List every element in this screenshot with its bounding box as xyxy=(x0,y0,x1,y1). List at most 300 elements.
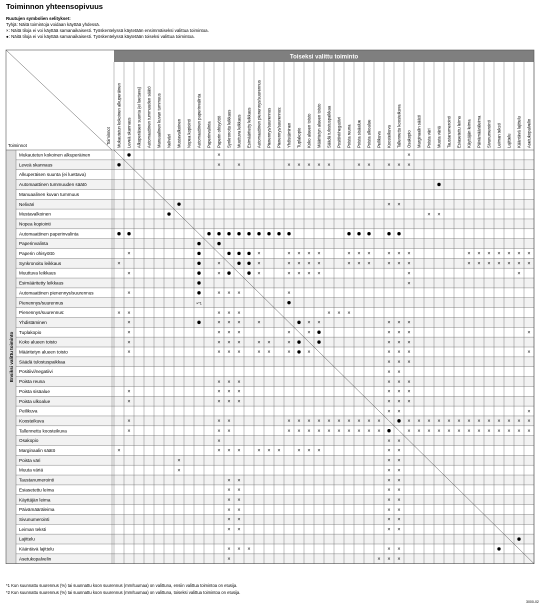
cell-dot xyxy=(497,547,500,550)
cell-mark: × xyxy=(287,270,291,277)
cell-dot xyxy=(287,232,290,235)
row-label: Leveä skannaus xyxy=(19,162,53,168)
row-label: Määritetyn alueen toisto xyxy=(19,349,68,355)
cell-mark: × xyxy=(527,330,531,337)
row-label: Synkronoitu leikkaus xyxy=(19,260,62,266)
cell-dot xyxy=(177,202,180,205)
cell-mark: × xyxy=(407,398,411,405)
cell-mark: × xyxy=(337,418,341,425)
cell-mark: × xyxy=(307,330,311,337)
cell-dot xyxy=(317,340,320,343)
row-label: Taustanumerointi xyxy=(19,477,54,483)
cell-mark: × xyxy=(287,339,291,346)
cell-mark: × xyxy=(337,310,341,317)
cell-mark: × xyxy=(397,339,401,346)
cell-mark: × xyxy=(397,487,401,494)
footnotes xyxy=(6,583,240,596)
cell-mark: × xyxy=(407,270,411,277)
cell-mark: × xyxy=(217,290,221,297)
row-shade xyxy=(16,298,534,308)
cell-mark: × xyxy=(357,418,361,425)
cell-mark: × xyxy=(397,162,401,169)
cell-mark: × xyxy=(317,251,321,258)
cell-mark: × xyxy=(447,418,451,425)
row-label: Paperin ohisyöttö xyxy=(19,251,55,257)
column-header: Mustavalkoinen xyxy=(176,118,182,148)
cell-mark: × xyxy=(307,320,311,327)
cell-mark: × xyxy=(297,270,301,277)
cell-mark: × xyxy=(387,408,391,415)
column-header: Määritetyn alueen toisto xyxy=(316,103,322,148)
cell-mark: × xyxy=(257,320,261,327)
column-header: Automaattinen paperinvalinta xyxy=(196,93,202,148)
cell-mark: × xyxy=(317,320,321,327)
row-label: Peilikuva xyxy=(19,408,38,414)
column-header: Koosteikuva xyxy=(386,125,392,148)
cell-mark: × xyxy=(347,418,351,425)
cell-mark: × xyxy=(527,349,531,356)
cell-mark: × xyxy=(497,428,501,435)
cell-mark: × xyxy=(217,448,221,455)
cell-mark: × xyxy=(287,349,291,356)
column-header: Leiman teksti xyxy=(496,123,502,148)
cell-dot xyxy=(247,252,250,255)
cell-mark: × xyxy=(447,428,451,435)
cell-dot xyxy=(387,429,390,432)
cell-dot xyxy=(227,271,230,274)
cell-mark: × xyxy=(227,379,231,386)
cell-mark: × xyxy=(517,261,521,268)
cell-mark: × xyxy=(257,270,261,277)
cell-mark: × xyxy=(127,339,131,346)
row-shade xyxy=(16,317,534,327)
cell-mark: × xyxy=(517,428,521,435)
cell-mark: × xyxy=(407,418,411,425)
cell-mark: × xyxy=(297,428,301,435)
cell-mark: × xyxy=(257,448,261,455)
footnote-2: *2 Kun suunnattu suurennus (%) tai suunnattu koon suurennus (mm/tuumaa) on valittuna, toiseksi valittua toimintoa on etusija. xyxy=(6,589,241,595)
column-header: Sivunumerointi xyxy=(486,120,492,148)
cell-mark: × xyxy=(407,261,411,268)
cell-mark: × xyxy=(397,261,401,268)
cell-mark: × xyxy=(517,418,521,425)
cell-mark: × xyxy=(397,527,401,534)
row-shade xyxy=(16,199,534,209)
footnote-1: *1 Kun suunnattu suurennus (%) tai suunnattu koon suurennus (mm/tuumaa) on valittuna, ensiin valittua toimintoa on etusija. xyxy=(6,583,238,588)
cell-mark: × xyxy=(307,261,311,268)
cell-mark: × xyxy=(497,418,501,425)
cell-mark: × xyxy=(467,251,471,258)
cell-mark: × xyxy=(297,162,301,169)
cell-mark: × xyxy=(387,349,391,356)
row-label: Säädä tulostuspaikkaa xyxy=(19,359,66,365)
cell-mark: × xyxy=(127,251,131,258)
row-label: Tuplakopio xyxy=(19,329,42,335)
cell-mark: × xyxy=(467,418,471,425)
cell-mark: × xyxy=(397,546,401,553)
cell-mark: × xyxy=(217,418,221,425)
cell-mark: × xyxy=(407,339,411,346)
column-header: Muuta väriä xyxy=(436,126,442,148)
cell-mark: × xyxy=(387,201,391,208)
cell-mark: × xyxy=(127,330,131,337)
cell-mark: × xyxy=(407,389,411,396)
cell-mark: × xyxy=(317,261,321,268)
row-label: Automaattinen pienennys/suurennus xyxy=(19,290,94,296)
cell-mark: × xyxy=(357,261,361,268)
row-label: Pienennys/suurennus xyxy=(19,300,64,306)
cell-mark: × xyxy=(397,379,401,386)
cell-mark: × xyxy=(117,448,121,455)
column-header: Paperin ohisyöttö xyxy=(216,115,222,148)
cell-dot xyxy=(217,232,220,235)
cell-mark: × xyxy=(317,428,321,435)
cell-mark: × xyxy=(127,428,131,435)
cell-dot xyxy=(117,232,120,235)
cell-mark: × xyxy=(377,418,381,425)
column-header: Osakopio xyxy=(406,130,412,148)
cell-dot xyxy=(347,232,350,235)
row-label: Poista ulkoalue xyxy=(19,398,51,404)
row-label: Neliväri xyxy=(19,201,35,207)
column-header: Tallennettu koosteikuva xyxy=(396,104,402,148)
cell-mark: × xyxy=(257,349,261,356)
row-shade xyxy=(16,337,534,347)
corner-label-bottom: Toiminnot xyxy=(8,143,27,148)
row-label: Mustavalkoinen xyxy=(19,211,51,217)
cell-mark: × xyxy=(347,251,351,258)
cell-mark: × xyxy=(237,349,241,356)
cell-dot xyxy=(297,340,300,343)
cell-mark: × xyxy=(117,261,121,268)
cell-mark: × xyxy=(417,428,421,435)
cell-mark: × xyxy=(347,261,351,268)
column-header: Mukautetun kokoinen alkuperäinen xyxy=(116,83,122,148)
column-header: Nopea kopiointi xyxy=(186,119,192,148)
cell-mark: × xyxy=(217,162,221,169)
cell-mark: × xyxy=(307,428,311,435)
cell-dot xyxy=(357,232,360,235)
cell-mark: × xyxy=(367,251,371,258)
row-label: Alkuperäisen suunta (ei luettava) xyxy=(19,172,86,178)
cell-mark: × xyxy=(527,251,531,258)
cell-mark: × xyxy=(377,428,381,435)
cell-mark: × xyxy=(247,546,251,553)
column-header: Tuplakopio xyxy=(296,127,302,148)
column-header: Poista väri xyxy=(426,128,432,148)
row-shade xyxy=(16,396,534,406)
row-label: Osakopio xyxy=(19,438,39,444)
cell-mark: × xyxy=(237,517,241,524)
cell-mark: × xyxy=(397,507,401,514)
cell-mark: × xyxy=(287,330,291,337)
row-label: Poista sisäalue xyxy=(19,388,50,394)
cell-mark: × xyxy=(367,162,371,169)
cell-mark: × xyxy=(127,398,131,405)
cell-dot xyxy=(197,262,200,265)
cell-mark: × xyxy=(287,428,291,435)
cell-dot xyxy=(397,232,400,235)
row-label: Poista reuna xyxy=(19,379,45,385)
cell-mark: × xyxy=(387,467,391,474)
cell-mark: × xyxy=(217,398,221,405)
cell-mark: × xyxy=(457,418,461,425)
cell-dot xyxy=(167,212,170,215)
row-label: Automaattinen paperinvalinta xyxy=(19,231,79,237)
row-shade xyxy=(16,219,534,229)
row-shade xyxy=(16,416,534,426)
cell-mark: × xyxy=(227,330,231,337)
row-label: Esiasetettu leima xyxy=(19,487,54,493)
cell-mark: × xyxy=(227,487,231,494)
cell-dot xyxy=(397,419,400,422)
row-shade xyxy=(16,436,534,446)
cell-mark: × xyxy=(287,261,291,268)
cell-mark: × xyxy=(367,418,371,425)
cell-mark: × xyxy=(527,418,531,425)
cell-mark: × xyxy=(387,330,391,337)
cell-mark: × xyxy=(277,448,281,455)
cell-mark: × xyxy=(237,398,241,405)
cell-mark: × xyxy=(427,418,431,425)
cell-mark: × xyxy=(357,428,361,435)
cell-mark: × xyxy=(387,369,391,376)
cell-mark: × xyxy=(407,280,411,287)
cell-mark: × xyxy=(307,418,311,425)
cell-mark: × xyxy=(387,497,391,504)
cell-dot xyxy=(437,183,440,186)
row-label: Koosteikuva xyxy=(19,418,45,424)
row-label: Esimääritetty leikkaus xyxy=(19,280,64,286)
cell-mark: × xyxy=(397,201,401,208)
cell-mark: × xyxy=(237,527,241,534)
cell-mark: × xyxy=(227,507,231,514)
cell-dot xyxy=(227,252,230,255)
cell-mark: × xyxy=(437,418,441,425)
column-header: Paperinvalinta xyxy=(206,121,212,148)
cell-mark: × xyxy=(307,448,311,455)
cell-mark: × xyxy=(297,448,301,455)
column-header: Lajittelu xyxy=(506,133,512,148)
column-header: Esimääritetty leikkaus xyxy=(246,107,252,148)
cell-dot xyxy=(197,321,200,324)
cell-mark: × xyxy=(127,290,131,297)
cell-mark: × xyxy=(297,251,301,258)
cell-mark: × xyxy=(367,261,371,268)
cell-mark: × xyxy=(387,379,391,386)
cell-mark: × xyxy=(407,152,411,159)
cell-mark: × xyxy=(407,428,411,435)
cell-mark: × xyxy=(217,261,221,268)
column-header: Synkronoitu leikkaus xyxy=(226,109,232,148)
column-header: Koko alueen toisto xyxy=(306,113,312,148)
cell-dot xyxy=(387,232,390,235)
cell-mark: × xyxy=(127,270,131,277)
cell-mark: × xyxy=(237,389,241,396)
cell-mark: × xyxy=(457,428,461,435)
row-label: Asetukopalvelin xyxy=(19,556,52,562)
cell-dot xyxy=(247,232,250,235)
corner-diagonal xyxy=(6,50,112,150)
cell-dot xyxy=(237,252,240,255)
cell-mark: × xyxy=(397,467,401,474)
cell-dot xyxy=(367,232,370,235)
column-header: Neliväri xyxy=(166,134,172,148)
cell-mark: × xyxy=(217,320,221,327)
column-header: Taustanumerointi xyxy=(446,116,452,148)
cell-dot xyxy=(197,242,200,245)
cell-mark: × xyxy=(487,251,491,258)
cell-dot xyxy=(197,281,200,284)
cell-mark: × xyxy=(117,310,121,317)
cell-mark: × xyxy=(387,448,391,455)
row-shade xyxy=(16,475,534,485)
row-shade xyxy=(16,455,534,465)
cell-mark: × xyxy=(477,251,481,258)
cell-mark: × xyxy=(227,556,231,563)
cell-mark: × xyxy=(497,261,501,268)
cell-mark: × xyxy=(237,477,241,484)
cell-mark: × xyxy=(467,428,471,435)
cell-dot xyxy=(197,252,200,255)
row-label: Nopea kopiointi xyxy=(19,221,51,227)
cell-mark: × xyxy=(397,497,401,504)
column-header: Peilikuva xyxy=(376,131,382,148)
cell-mark: × xyxy=(287,290,291,297)
cell-mark: × xyxy=(227,497,231,504)
column-header: Säädä tulostuspaikkaa xyxy=(326,105,332,148)
cell-mark: × xyxy=(327,428,331,435)
cell-mark: × xyxy=(487,418,491,425)
cell-mark: × xyxy=(467,261,471,268)
cell-mark: × xyxy=(317,448,321,455)
cell-dot xyxy=(287,301,290,304)
cell-mark: × xyxy=(307,251,311,258)
cell-mark: × xyxy=(227,418,231,425)
cell-mark: × xyxy=(217,428,221,435)
cell-mark: × xyxy=(527,408,531,415)
cell-mark: × xyxy=(387,339,391,346)
cell-mark: × xyxy=(487,261,491,268)
cell-mark: × xyxy=(407,251,411,258)
legend-dot: ●: Näitä tiloja ei voi käyttää samanaikaisesti. Työskentelyssä käytetään toiseksi valittua toimintoa. xyxy=(6,34,195,39)
legend-empty: Tyhjä: Näitä toimintoja voidaan käyttää yhdessä. xyxy=(6,22,100,27)
row-label: Muuta väriä xyxy=(19,467,44,473)
legend-heading: Ruutujen symbolien selitykset: xyxy=(6,16,71,21)
cell-mark: × xyxy=(217,349,221,356)
cell-mark: × xyxy=(387,398,391,405)
cell-mark: × xyxy=(397,398,401,405)
cell-mark: × xyxy=(387,458,391,465)
column-header: Päivämääräleima xyxy=(476,115,482,148)
cell-dot xyxy=(257,232,260,235)
cell-mark: × xyxy=(317,270,321,277)
cell-mark: × xyxy=(327,310,331,317)
cell-dot xyxy=(277,232,280,235)
cell-mark: × xyxy=(257,261,261,268)
column-header: Manuaalinen kuvan tummuus xyxy=(156,93,162,148)
cell-mark: × xyxy=(217,330,221,337)
column-header: Pienennys/suurennus xyxy=(266,107,272,148)
row-shade xyxy=(16,239,534,249)
column-header: Poista sisäalue xyxy=(356,119,362,148)
cell-mark: ×*1 xyxy=(196,301,202,306)
cell-dot xyxy=(237,262,240,265)
row-label: Mukautetun kokoinen alkuperäinen xyxy=(19,152,91,158)
cell-mark: × xyxy=(397,359,401,366)
column-header: Positiivi/negatiivi xyxy=(336,117,342,148)
cell-mark: × xyxy=(367,428,371,435)
cell-mark: × xyxy=(427,428,431,435)
cell-mark: × xyxy=(387,438,391,445)
cell-mark: × xyxy=(397,330,401,337)
cell-mark: × xyxy=(397,320,401,327)
page-number: 3000-02 xyxy=(526,600,539,604)
cell-mark: × xyxy=(227,310,231,317)
cell-mark: × xyxy=(307,270,311,277)
row-label: Kääntävä lajittelu xyxy=(19,546,54,552)
cell-mark: × xyxy=(267,448,271,455)
cell-mark: × xyxy=(387,251,391,258)
row-label: Sivunumerointi xyxy=(19,516,50,522)
cell-mark: × xyxy=(217,339,221,346)
column-header: Automaattinen pienennys/suurennus xyxy=(256,80,262,148)
row-label: Yhdistäminen xyxy=(19,319,47,325)
cell-dot xyxy=(267,232,270,235)
cell-mark: × xyxy=(227,477,231,484)
cell-mark: × xyxy=(217,270,221,277)
cell-mark: × xyxy=(507,261,511,268)
cell-mark: × xyxy=(497,251,501,258)
cell-mark: × xyxy=(407,162,411,169)
cell-mark: × xyxy=(287,162,291,169)
cell-mark: × xyxy=(397,517,401,524)
column-header: Yhdistäminen xyxy=(286,122,292,148)
cell-mark: × xyxy=(387,517,391,524)
cell-dot xyxy=(127,232,130,235)
cell-mark: × xyxy=(387,477,391,484)
cell-dot xyxy=(227,232,230,235)
cell-mark: × xyxy=(507,251,511,258)
row-shade xyxy=(16,278,534,288)
cell-mark: × xyxy=(377,556,381,563)
cell-mark: × xyxy=(307,162,311,169)
cell-mark: × xyxy=(177,467,181,474)
column-header: Poista ulkoalue xyxy=(366,119,372,148)
row-shade xyxy=(16,554,534,564)
cell-mark: × xyxy=(477,261,481,268)
row-label: Automaattinen tummuuden säätö xyxy=(19,182,87,188)
cell-mark: × xyxy=(407,379,411,386)
row-shade xyxy=(16,534,534,544)
cell-mark: × xyxy=(227,517,231,524)
cell-mark: × xyxy=(477,418,481,425)
cell-mark: × xyxy=(387,359,391,366)
cell-mark: × xyxy=(297,418,301,425)
cell-mark: × xyxy=(127,418,131,425)
corner-label-top: Toiminnot xyxy=(106,127,111,145)
cell-mark: × xyxy=(387,527,391,534)
row-shade xyxy=(16,377,534,387)
row-shade xyxy=(16,160,534,170)
cell-mark: × xyxy=(407,330,411,337)
column-header: Esiasetettu leima xyxy=(456,116,462,148)
row-label: Poista väri xyxy=(19,457,41,463)
cell-dot xyxy=(247,262,250,265)
cell-mark: × xyxy=(387,320,391,327)
row-label: Päivämääräleima xyxy=(19,507,55,513)
cell-mark: × xyxy=(327,162,331,169)
